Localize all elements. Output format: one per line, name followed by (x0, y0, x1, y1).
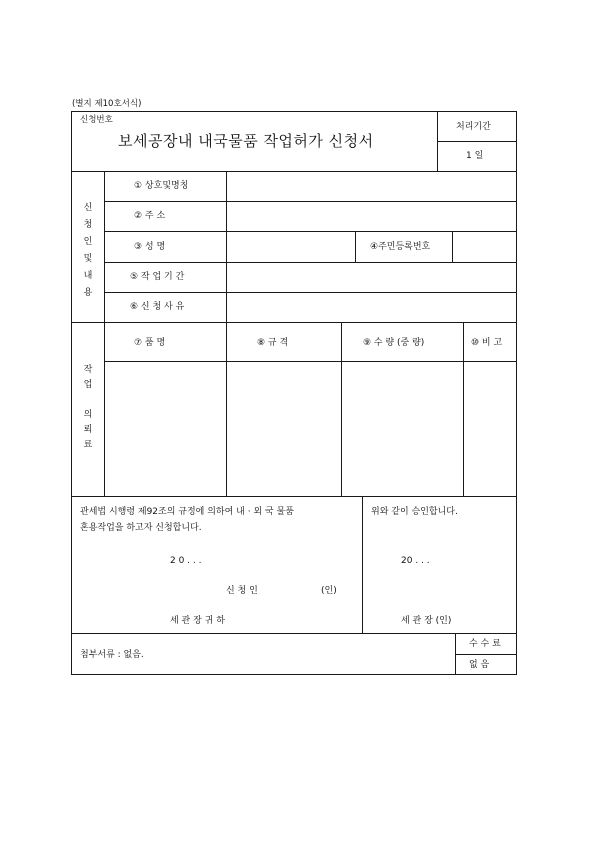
work-period-label: ⑤ 작 업 기 간 (130, 272, 185, 282)
approval-date: 20 . . . (401, 556, 430, 566)
processing-period-label: 처리기간 (456, 122, 491, 132)
column-item-name: ⑦ 품 명 (134, 338, 166, 348)
fee-label: 수 수 료 (469, 639, 501, 649)
form-number-label: (별지 제10호서식) (72, 99, 142, 109)
column-quantity: ⑨ 수 량 (중 량) (363, 338, 425, 348)
approval-statement: 위와 같이 승인합니다. (371, 507, 458, 517)
applicant-label-divider (226, 171, 227, 323)
resident-no-right-divider (452, 231, 453, 262)
work-col-divider-1 (226, 322, 227, 497)
approver-signature: 세 관 장 (인) (401, 616, 452, 626)
work-col-divider-2 (341, 322, 342, 497)
addressee: 세 관 장 귀 하 (170, 616, 225, 626)
resident-number-label: ④주민등록번호 (370, 242, 431, 252)
frame-left (71, 111, 72, 675)
row-line-4 (104, 292, 517, 293)
attachments-note: 첨부서류 : 없음. (80, 650, 144, 660)
applicant-signature-label: 신 청 인 (226, 586, 258, 596)
row-line-1 (104, 201, 517, 202)
work-section-bottom (71, 496, 517, 497)
application-date: 2 0 . . . (170, 556, 202, 566)
applicant-section-divider (104, 171, 105, 323)
application-statement-line1: 관세법 시행령 제92조의 규정에 의하여 내 · 외 국 물품 (80, 507, 294, 517)
work-header-line (104, 361, 517, 362)
application-statement-line2: 혼용작업을 하고자 신청합니다. (80, 523, 202, 533)
column-remarks: ⑩ 비 고 (471, 338, 503, 348)
address-label: ② 주 소 (134, 211, 166, 221)
declaration-divider (362, 496, 363, 634)
applicant-section-heading: 신 청 인 및 내 용 (83, 203, 93, 298)
work-section-divider (104, 322, 105, 497)
row-line-3 (104, 262, 517, 263)
resident-no-left-divider (355, 231, 356, 262)
company-name-label: ① 상호및명칭 (134, 181, 189, 191)
fee-value: 없 음 (469, 660, 490, 670)
header-bottom-line (71, 171, 517, 172)
frame-top (71, 111, 517, 112)
applicant-seal-mark: (인) (321, 586, 337, 596)
processing-period-value: 1 일 (466, 151, 484, 161)
application-reason-label: ⑥ 신 청 사 유 (130, 302, 185, 312)
frame-right (516, 111, 517, 675)
work-col-divider-3 (463, 322, 464, 497)
applicant-section-bottom (71, 322, 517, 323)
name-label: ③ 성 명 (134, 242, 166, 252)
receipt-number-label: 신청번호 (80, 115, 113, 125)
page-title: 보세공장내 내국물품 작업허가 신청서 (118, 132, 374, 150)
frame-bottom (71, 674, 517, 675)
row-line-2 (104, 231, 517, 232)
work-section-heading: 작 업 의 뢰 료 (83, 365, 93, 450)
fee-row-line (455, 654, 517, 655)
declaration-bottom (71, 633, 517, 634)
period-divider (437, 141, 517, 142)
column-specification: ⑧ 규 격 (257, 338, 289, 348)
